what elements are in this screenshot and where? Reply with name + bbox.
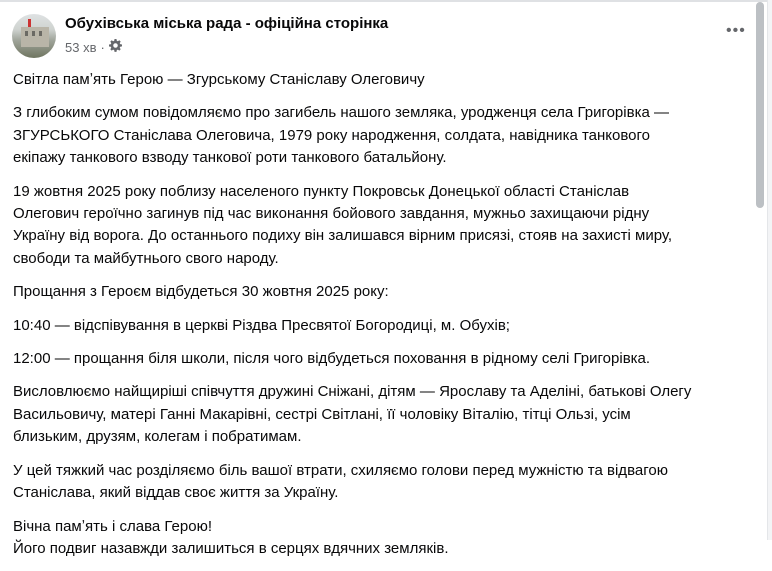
post-title [13, 69, 753, 91]
window [25, 31, 28, 36]
text-line: близьким, друзям, колегам і побратимам. [13, 428, 302, 446]
post-paragraph [13, 516, 753, 561]
text-line: свободи та майбутнього свого народу. [13, 249, 279, 267]
post-paragraph [13, 460, 753, 505]
text-line: екіпажу танкового взводу танкової роти танкового батальйону. [13, 149, 447, 167]
window [32, 31, 35, 36]
text-line: Світла памʼять Герою — Згурському Станіславу Олеговичу [13, 71, 425, 88]
text-line: Вічна памʼять і слава Герою! [13, 517, 212, 535]
text-line: Його подвиг назавжди залишиться в серцях вдячних земляків. [13, 539, 449, 557]
text-line: Васильовичу, матері Ганні Макарівні, сестрі Світлані, її чоловіку Віталію, тітці Ользі, усім [13, 405, 631, 423]
post-paragraph [13, 348, 753, 370]
post-paragraph [13, 315, 753, 337]
text-line: Станіслава, який віддав своє життя за Україну. [13, 484, 339, 502]
more-dots-icon[interactable]: ••• [726, 22, 746, 39]
gear-icon[interactable] [109, 39, 122, 55]
text-line: ЗГУРСЬКОГО Станіслава Олеговича, 1979 року народження, солдата, навідника танкового [13, 126, 650, 144]
text-line: 19 жовтня 2025 року поблизу населеного пункту Покровськ Донецької області Станіслав [13, 182, 630, 200]
post-time-link[interactable]: 53 хв [65, 39, 97, 55]
window [39, 31, 42, 36]
post-paragraph [13, 181, 753, 271]
scrollbar[interactable] [756, 2, 764, 208]
building-image [21, 27, 49, 47]
page-name-link[interactable]: Обухівська міська рада - офіційна сторінка [65, 15, 389, 32]
post-paragraph [13, 281, 753, 303]
page-avatar[interactable] [12, 14, 56, 58]
text-line: Олегович героїчно загинув під час виконання бойового завдання, мужньо захищаючи рідну [13, 205, 650, 223]
right-panel-edge [767, 0, 772, 540]
post-body [13, 69, 753, 571]
text-line: У цей тяжкий час розділяємо біль вашої втрати, схиляємо голови перед мужністю та відвагою [13, 461, 668, 479]
meta-separator: · [100, 39, 105, 55]
top-divider [0, 0, 772, 2]
text-line: Прощання з Героєм відбудеться 30 жовтня 2025 року: [13, 283, 389, 301]
text-line: 12:00 — прощання біля школи, після чого відбудеться поховання в рідному селі Григорівка. [13, 350, 651, 368]
post-paragraph [13, 102, 753, 169]
flag-icon [28, 19, 31, 27]
text-line: З глибоким сумом повідомляємо про загибель нашого земляка, уродженця села Григорівка — [13, 104, 669, 122]
text-line: Висловлюємо найщиріші співчуття дружині Сніжані, дітям — Ярославу та Аделіні, батькові Олегу [13, 383, 692, 401]
post-meta [65, 39, 122, 55]
post-paragraph [13, 381, 753, 448]
text-line: Україну від ворога. До останнього подиху він залишався вірним присязі, стояв на захисті миру, [13, 227, 673, 245]
text-line: 10:40 — відспівування в церкві Різдва Пресвятої Богородиці, м. Обухів; [13, 316, 510, 334]
